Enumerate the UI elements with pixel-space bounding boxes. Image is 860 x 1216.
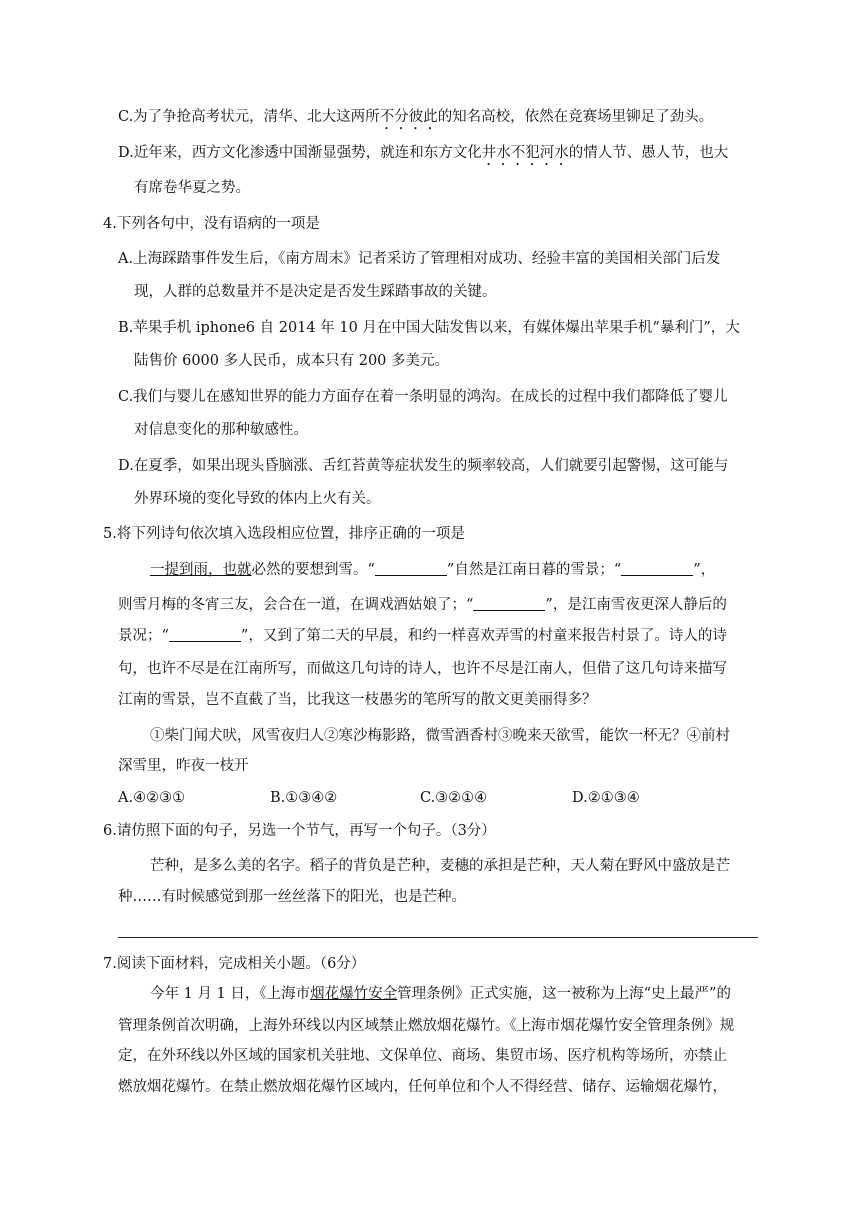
text: 必然的要想到雪。“ bbox=[251, 562, 375, 578]
q4-stem: 4.下列各句中，没有语病的一项是 bbox=[103, 216, 320, 232]
q5-stem: 5.将下列诗句依次填入选段相应位置，排序正确的一项是 bbox=[103, 526, 465, 542]
q5-poems-line1: ①柴门闻犬吠，风雪夜归人②寒沙梅影路，微雪酒香村③晚来天欲雪，能饮一杯无？④前村 bbox=[150, 728, 730, 744]
underlined-text: 一提到雨，也就 bbox=[150, 562, 252, 578]
blank-line bbox=[473, 596, 545, 611]
text: C.为了争抢高考状元，清华、北大这两所 bbox=[118, 109, 380, 125]
q6-example-line1: 芒种，是多么美的名字。稻子的背负是芒种，麦穗的承担是芒种，天人菊在野风中盛放是芒 bbox=[150, 858, 730, 874]
text: ”自然是江南日暮的雪景；“ bbox=[446, 562, 622, 578]
text: 今年 1 月 1 日，《上海市 bbox=[150, 986, 311, 1002]
q5-passage-line5: 江南的雪景，岂不直截了当，比我这一枝愚劣的笔所写的散文更美丽得多？ bbox=[118, 692, 597, 708]
q5-passage-line4: 句，也许不尽是在江南所写，而做这几句诗的诗人，也许不尽是江南人，但借了这几句诗来描写 bbox=[118, 661, 727, 677]
q6-example-line2: 种……有时候感觉到那一丝丝落下的阳光，也是芒种。 bbox=[118, 889, 466, 905]
q7-stem: 7.阅读下面材料，完成相关小题。（6分） bbox=[103, 956, 366, 972]
blank-line bbox=[621, 561, 693, 576]
text: ”， bbox=[693, 562, 716, 578]
q4-option-a-cont: 现，人群的总数量并不是决定是否发生踩踏事故的关键。 bbox=[134, 284, 497, 300]
text: 的情人节、愚人节，也大 bbox=[568, 145, 729, 161]
q5-passage-line3 bbox=[118, 626, 727, 646]
q4-option-d-cont: 外界环境的变化导致的体内上火有关。 bbox=[134, 491, 381, 507]
q7-material-line1 bbox=[150, 984, 731, 1004]
dotted-idiom: 不分彼此 bbox=[379, 109, 438, 125]
text: ”，又到了第二天的早晨，和约一样喜欢弄雪的村童来报告村景了。诗人的诗 bbox=[240, 628, 727, 644]
blank-line bbox=[169, 627, 241, 642]
q5-passage-line1 bbox=[150, 560, 715, 580]
q5-option-c: C.③②①④ bbox=[420, 790, 488, 806]
q3-option-d-cont: 有席卷华夏之势。 bbox=[134, 180, 250, 196]
q4-option-d: D.在夏季，如果出现头昏脑涨、舌红苔黄等症状发生的频率较高，人们就要引起警惕，这可能与 bbox=[118, 458, 729, 474]
q5-poems-line2: 深雪里，昨夜一枝开 bbox=[118, 758, 249, 774]
text: 管理条例》正式实施，这一被称为上海“史上最严”的 bbox=[397, 986, 731, 1002]
dotted-idiom: 井水不犯河水 bbox=[481, 145, 569, 161]
text: D.近年来，西方文化渗透中国渐显强势，就连和东方文化 bbox=[118, 145, 482, 161]
blank-line bbox=[375, 561, 447, 576]
q6-stem: 6.请仿照下面的句子，另选一个节气，再写一个句子。（3分） bbox=[103, 823, 496, 839]
answer-line bbox=[118, 937, 758, 938]
q5-option-d: D.②①③④ bbox=[572, 790, 640, 806]
text: 的知名高校，依然在竞赛场里铆足了劲头。 bbox=[437, 109, 714, 125]
q4-option-c-cont: 对信息变化的那种敏感性。 bbox=[134, 422, 308, 438]
q4-option-b: B.苹果手机 iphone6 自 2014 年 10 月在中国大陆发售以来，有媒体爆出苹果手机“暴利门”，大 bbox=[118, 320, 740, 336]
q7-material-line3: 定，在外环线以外区域的国家机关驻地、文保单位、商场、集贸市场、医疗机构等场所，亦禁止 bbox=[118, 1048, 727, 1064]
text: ”，是江南雪夜更深人静后的 bbox=[545, 597, 727, 613]
q7-material-line2: 管理条例首次明确，上海外环线以内区域禁止燃放烟花爆竹。《上海市烟花爆竹安全管理条例》规 bbox=[118, 1018, 735, 1034]
q7-material-line4: 燃放烟花爆竹。在禁止燃放烟花爆竹区域内，任何单位和个人不得经营、储存、运输烟花爆竹， bbox=[118, 1079, 727, 1095]
q3-option-d bbox=[118, 143, 728, 169]
q5-option-a: A.④②③① bbox=[118, 790, 186, 806]
q4-option-c: C.我们与婴儿在感知世界的能力方面存在着一条明显的鸿沟。在成长的过程中我们都降低了婴儿 bbox=[118, 389, 728, 405]
q3-option-c bbox=[118, 107, 713, 133]
text: 景况；“ bbox=[118, 628, 169, 644]
underlined-text: 烟花爆竹安全 bbox=[310, 986, 398, 1002]
q4-option-b-cont: 陆售价 6000 多人民币，成本只有 200 多美元。 bbox=[134, 353, 450, 369]
q5-passage-line2 bbox=[118, 595, 727, 615]
text: 则雪月梅的冬宵三友，会合在一道，在调戏酒姑娘了；“ bbox=[118, 597, 474, 613]
q5-option-b: B.①③④② bbox=[270, 790, 338, 806]
q4-option-a: A.上海踩踏事件发生后，《南方周末》记者采访了管理相对成功、经验丰富的美国相关部门后发 bbox=[118, 251, 721, 267]
